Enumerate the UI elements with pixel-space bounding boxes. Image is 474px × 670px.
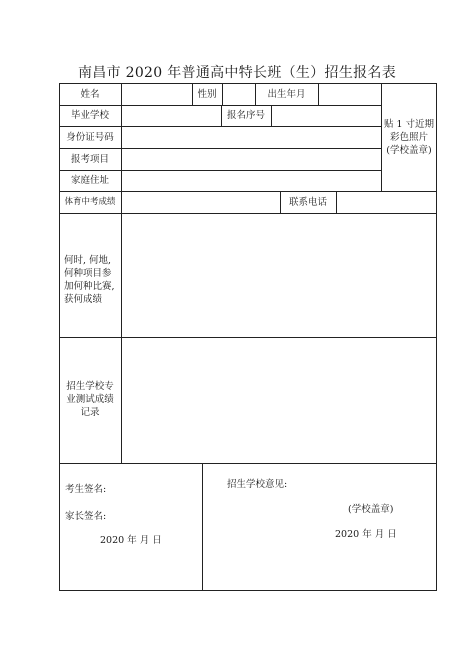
parent-signature-label: 家长签名:	[65, 511, 107, 522]
col-divider	[202, 463, 203, 591]
row-divider	[59, 170, 381, 171]
col-divider	[121, 83, 122, 463]
school-seal-label: (学校盖章)	[348, 504, 394, 515]
address-label: 家庭住址	[70, 175, 109, 186]
birth-label: 出生年月	[267, 89, 306, 100]
row-divider	[59, 105, 381, 106]
row-divider	[59, 463, 437, 464]
date-left: 2020 年 月 日	[100, 535, 162, 546]
competition-label-2: 何种项目参	[64, 268, 112, 279]
school-opinion-label: 招生学校意见:	[227, 479, 288, 490]
competition-label-1: 何时, 何地,	[64, 255, 112, 266]
form-title: 南昌市 2020 年普通高中特长班（生）招生报名表	[77, 65, 397, 81]
row-divider	[59, 191, 437, 192]
row-divider	[59, 213, 437, 214]
row-divider	[59, 337, 437, 338]
row-divider	[59, 148, 381, 149]
test-record-label-1: 招生学校专	[66, 381, 114, 392]
test-record-label-2: 业测试成绩	[66, 394, 114, 405]
name-label: 姓名	[80, 89, 100, 100]
competition-label-4: 获何成绩	[64, 294, 103, 305]
photo-note-3: (学校盖章)	[386, 145, 432, 156]
col-divider	[222, 83, 223, 105]
reg-no-label: 报名序号	[226, 110, 265, 121]
date-right: 2020 年 月 日	[335, 529, 397, 540]
id-number-label: 身份证号码	[66, 132, 114, 143]
gender-label: 性别	[197, 89, 217, 100]
row-divider	[59, 126, 381, 127]
photo-note-2: 彩色照片	[389, 132, 428, 143]
col-divider	[318, 83, 319, 105]
test-record-label-3: 记录	[80, 407, 100, 418]
school-label: 毕业学校	[70, 110, 109, 121]
item-label: 报考项目	[70, 154, 109, 165]
phone-label: 联系电话	[288, 197, 327, 208]
photo-note-1: 贴 1 寸近期	[383, 119, 435, 130]
competition-label-3: 加何种比赛,	[64, 281, 115, 292]
col-divider	[336, 191, 337, 213]
pe-score-label: 体育中考成绩	[64, 197, 116, 207]
col-divider	[271, 105, 272, 126]
student-signature-label: 考生签名:	[65, 484, 107, 495]
